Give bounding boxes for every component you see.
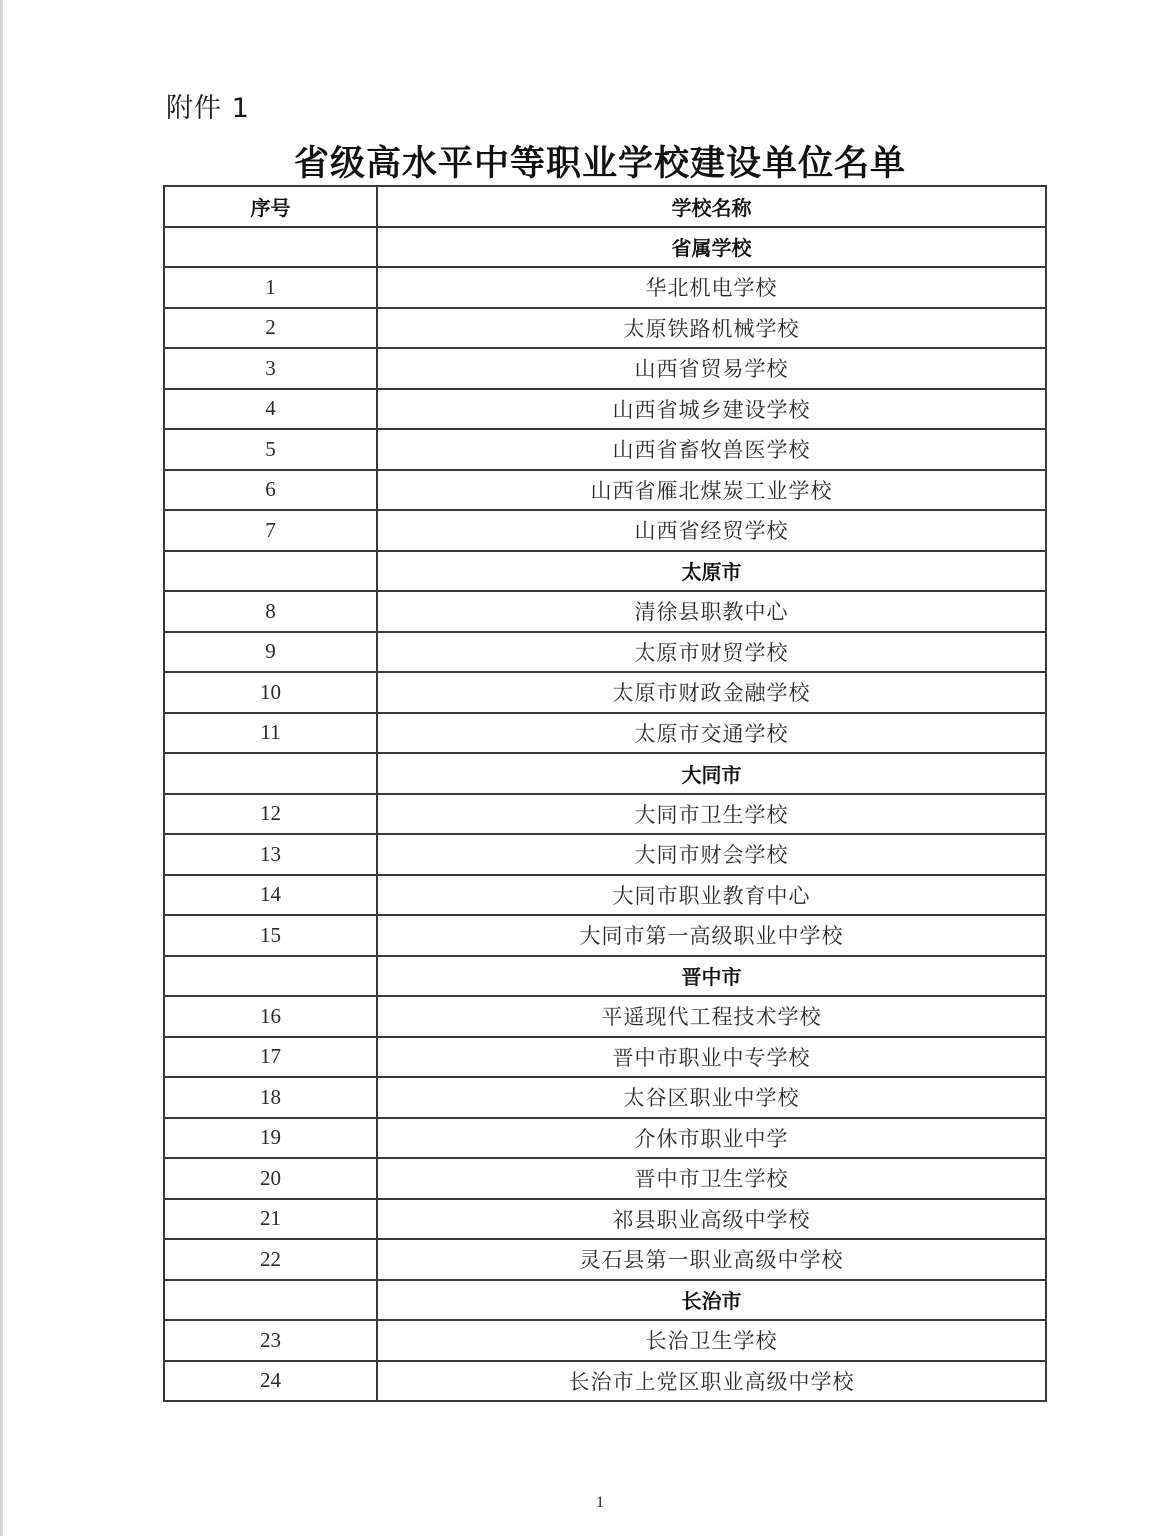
table-row xyxy=(164,348,1046,389)
group-label: 省属学校 xyxy=(377,227,1046,268)
header-number: 序号 xyxy=(164,186,377,227)
school-name: 太原市财政金融学校 xyxy=(377,672,1046,713)
group-label: 太原市 xyxy=(377,551,1046,592)
table-row xyxy=(164,1158,1046,1199)
group-label: 晋中市 xyxy=(377,956,1046,997)
school-name: 大同市卫生学校 xyxy=(377,794,1046,835)
group-label: 大同市 xyxy=(377,753,1046,794)
group-row-provincial xyxy=(164,227,1046,268)
group-number-cell xyxy=(164,1280,377,1321)
table-row xyxy=(164,794,1046,835)
table-row xyxy=(164,1037,1046,1078)
school-name: 太原市交通学校 xyxy=(377,713,1046,754)
group-row-taiyuan xyxy=(164,551,1046,592)
page-number: 1 xyxy=(596,1494,604,1511)
table-row xyxy=(164,915,1046,956)
row-number: 8 xyxy=(164,591,377,632)
group-number-cell xyxy=(164,753,377,794)
table-row xyxy=(164,429,1046,470)
school-name: 山西省城乡建设学校 xyxy=(377,389,1046,430)
row-number: 16 xyxy=(164,996,377,1037)
school-name: 平遥现代工程技术学校 xyxy=(377,996,1046,1037)
header-school-name: 学校名称 xyxy=(377,186,1046,227)
school-name: 大同市职业教育中心 xyxy=(377,875,1046,916)
school-list-table-container xyxy=(163,185,1045,1402)
row-number: 5 xyxy=(164,429,377,470)
school-name: 清徐县职教中心 xyxy=(377,591,1046,632)
row-number: 4 xyxy=(164,389,377,430)
table-row xyxy=(164,267,1046,308)
school-name: 长治市上党区职业高级中学校 xyxy=(377,1361,1046,1402)
table-row xyxy=(164,1118,1046,1159)
school-name: 长治卫生学校 xyxy=(377,1320,1046,1361)
group-number-cell xyxy=(164,956,377,997)
row-number: 14 xyxy=(164,875,377,916)
group-row-datong xyxy=(164,753,1046,794)
school-list-table xyxy=(163,185,1047,1402)
table-row xyxy=(164,875,1046,916)
school-name: 华北机电学校 xyxy=(377,267,1046,308)
school-name: 祁县职业高级中学校 xyxy=(377,1199,1046,1240)
row-number: 21 xyxy=(164,1199,377,1240)
table-row xyxy=(164,1320,1046,1361)
row-number: 17 xyxy=(164,1037,377,1078)
row-number: 15 xyxy=(164,915,377,956)
table-row xyxy=(164,1239,1046,1280)
school-name: 灵石县第一职业高级中学校 xyxy=(377,1239,1046,1280)
table-header-row xyxy=(164,186,1046,227)
school-name: 太谷区职业中学校 xyxy=(377,1077,1046,1118)
table-row xyxy=(164,510,1046,551)
table-row xyxy=(164,996,1046,1037)
row-number: 18 xyxy=(164,1077,377,1118)
row-number: 9 xyxy=(164,632,377,673)
table-row xyxy=(164,834,1046,875)
table-row xyxy=(164,1199,1046,1240)
table-row xyxy=(164,591,1046,632)
table-row xyxy=(164,470,1046,511)
table-row xyxy=(164,672,1046,713)
table-row xyxy=(164,1077,1046,1118)
school-name: 晋中市职业中专学校 xyxy=(377,1037,1046,1078)
table-row xyxy=(164,389,1046,430)
school-name: 山西省畜牧兽医学校 xyxy=(377,429,1046,470)
row-number: 19 xyxy=(164,1118,377,1159)
school-name: 山西省贸易学校 xyxy=(377,348,1046,389)
row-number: 6 xyxy=(164,470,377,511)
group-label: 长治市 xyxy=(377,1280,1046,1321)
school-name: 山西省经贸学校 xyxy=(377,510,1046,551)
row-number: 20 xyxy=(164,1158,377,1199)
table-row xyxy=(164,632,1046,673)
row-number: 22 xyxy=(164,1239,377,1280)
document-title: 省级高水平中等职业学校建设单位名单 xyxy=(293,143,906,184)
row-number: 7 xyxy=(164,510,377,551)
table-row xyxy=(164,713,1046,754)
row-number: 1 xyxy=(164,267,377,308)
group-number-cell xyxy=(164,227,377,268)
table-row xyxy=(164,308,1046,349)
school-name: 晋中市卫生学校 xyxy=(377,1158,1046,1199)
attachment-label: 附件 1 xyxy=(166,93,250,124)
row-number: 2 xyxy=(164,308,377,349)
row-number: 13 xyxy=(164,834,377,875)
table-row xyxy=(164,1361,1046,1402)
row-number: 11 xyxy=(164,713,377,754)
group-row-jinzhong xyxy=(164,956,1046,997)
row-number: 10 xyxy=(164,672,377,713)
row-number: 12 xyxy=(164,794,377,835)
group-number-cell xyxy=(164,551,377,592)
page-left-edge xyxy=(0,0,3,1536)
row-number: 24 xyxy=(164,1361,377,1402)
school-name: 山西省雁北煤炭工业学校 xyxy=(377,470,1046,511)
school-name: 太原铁路机械学校 xyxy=(377,308,1046,349)
school-name: 太原市财贸学校 xyxy=(377,632,1046,673)
row-number: 3 xyxy=(164,348,377,389)
school-name: 介休市职业中学 xyxy=(377,1118,1046,1159)
school-name: 大同市财会学校 xyxy=(377,834,1046,875)
school-name: 大同市第一高级职业中学校 xyxy=(377,915,1046,956)
group-row-changzhi xyxy=(164,1280,1046,1321)
row-number: 23 xyxy=(164,1320,377,1361)
